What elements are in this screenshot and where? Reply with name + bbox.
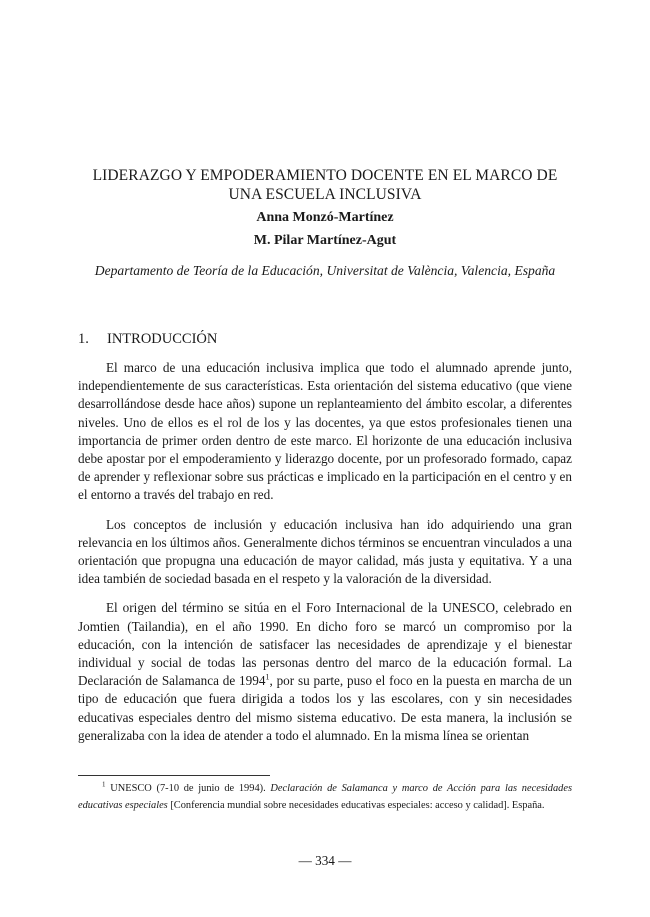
footnote-reference[interactable]: 1 [265, 672, 270, 682]
paragraph-3-start: El origen del término se sitúa en el Foro Internacional de la UNESCO, celebrado en Jomtien (Tailandia), en el año 1990. En dicho foro se marcó un compromiso por la educación, con la intención de satisfacer las necesidades de aprendizaje y el bienestar individual y social de todas las personas dentro del marco de la educación formal. La Declaración de Salamanca de 1994 [78, 600, 572, 689]
paper-title [60, 166, 590, 204]
author-2: M. Pilar Martínez-Agut [253, 233, 397, 248]
paragraph-1: El marco de una educación inclusiva implica que todo el alumnado aprende junto, independientemente de sus características. Esta orientación del sistema educativo (que viene desarrollándose desde hace años) supone un replanteamiento del ámbito escolar, a diferentes niveles. Uno de ellos es el rol de los y las docentes, ya que estos profesionales tienen una importancia de primer orden dentro de este marco. El horizonte de una educación inclusiva debe apostar por el empoderamiento y liderazgo docente, por un profesorado formado, capaz de aprender y reflexionar sobre sus prácticas e implicado en la participación en el centro y en el entorno a través del trabajo en red. [78, 360, 572, 503]
author-1: Anna Monzó-Martínez [256, 210, 394, 225]
paragraph-3 [78, 599, 572, 745]
footnote-1 [78, 781, 572, 814]
footnote-mark: 1 [102, 780, 106, 789]
paragraph-2: Los conceptos de inclusión y educación inclusiva han ido adquiriendo una gran relevancia en los últimos años. Generalmente dichos términos se encuentran vinculados a una orientación que propugna una educación de mayor calidad, más justa y equitativa. Y a una idea también de sociedad basada en el respeto y la valoración de la diversidad. [78, 516, 573, 587]
body-text [78, 359, 572, 756]
title-line-1: LIDERAZGO Y EMPODERAMIENTO DOCENTE EN EL MARCO DE [92, 167, 558, 185]
page-number: — 334 — [298, 853, 352, 868]
paragraph-3-end: , por su parte, puso el foco en la puesta en marcha de un tipo de educación que fuera dirigida a todos los y las escolares, con y sin necesidades educativas especiales dentro del mismo sistema educativo. De esta manera, la inclusión se generalizaba con la idea de atender a todo el alumnado. En la misma línea se orientan [78, 673, 572, 743]
footnote-italic-title: Declaración de Salamanca y marco de Acción para las necesidades educativas especiales [78, 783, 573, 811]
footnote-divider [78, 775, 270, 776]
footnote-text-end: [Conferencia mundial sobre necesidades educativas especiales: acceso y calidad]. España. [167, 799, 545, 811]
section-heading [78, 330, 217, 348]
affiliation: Departamento de Teoría de la Educación, Universitat de València, Valencia, España [94, 263, 556, 278]
section-number: 1. [78, 331, 89, 347]
title-line-2: UNA ESCUELA INCLUSIVA [228, 186, 422, 204]
footnote-text-start: UNESCO (7-10 de junio de 1994). [105, 783, 271, 794]
section-title: INTRODUCCIÓN [107, 331, 218, 347]
